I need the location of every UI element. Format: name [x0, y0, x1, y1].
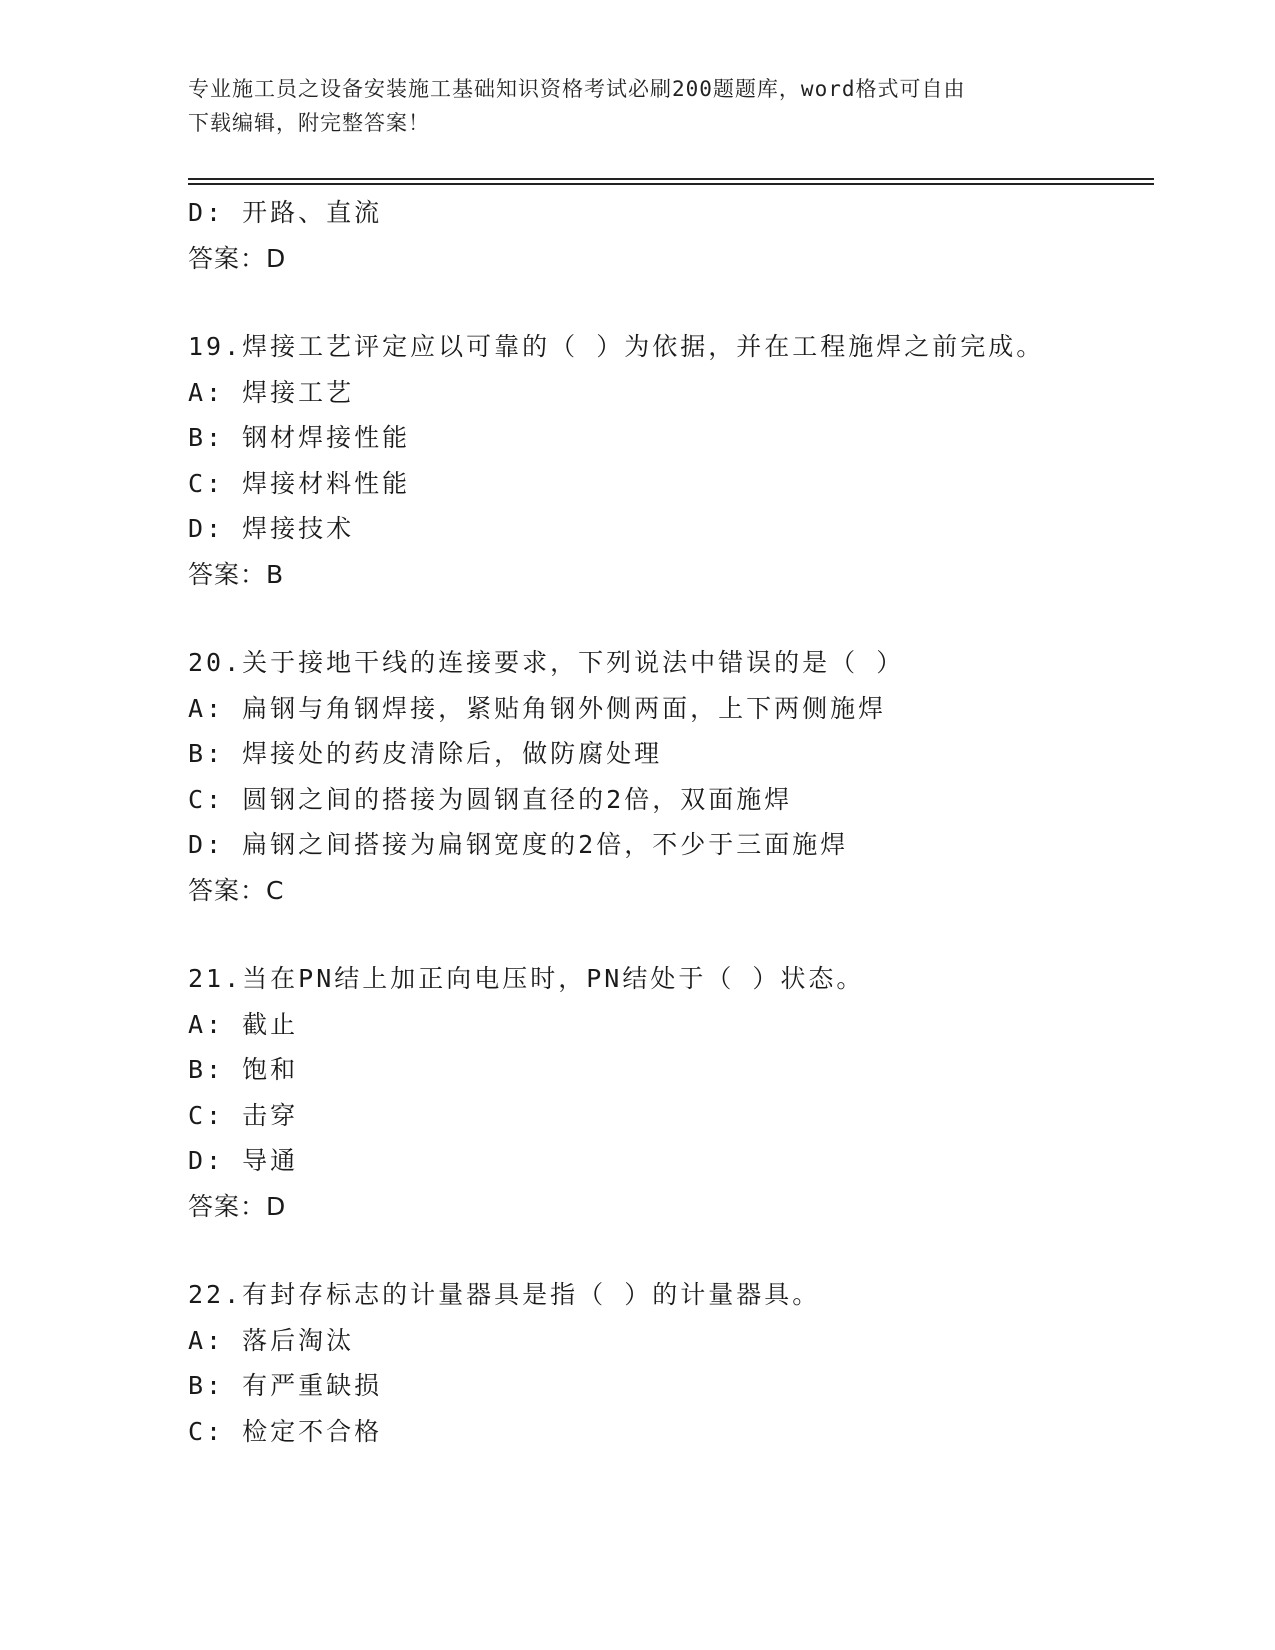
option-a: A: 焊接工艺 [188, 377, 355, 407]
answer-line: 答案：B [188, 559, 285, 589]
option-d: D: 扁钢之间搭接为扁钢宽度的2倍，不少于三面施焊 [188, 830, 849, 859]
option-d: D: 焊接技术 [188, 514, 355, 543]
option-c: C: 击穿 [188, 1100, 299, 1130]
option-d: D: 导通 [188, 1146, 299, 1175]
option-b: B: 有严重缺损 [188, 1371, 383, 1400]
answer-line: 答案：D [188, 1191, 287, 1221]
document-body [188, 190, 1154, 1454]
option-d: D: 开路、直流 [188, 198, 383, 227]
question-19 [188, 324, 1154, 597]
option-b: B: 焊接处的药皮清除后，做防腐处理 [188, 739, 663, 768]
document-header [188, 72, 1088, 140]
option-c: C: 圆钢之间的搭接为圆钢直径的2倍，双面施焊 [188, 784, 793, 814]
option-b: B: 饱和 [188, 1055, 299, 1084]
option-a: A: 截止 [188, 1009, 299, 1039]
header-divider-bottom [188, 183, 1154, 185]
question-20 [188, 640, 1154, 913]
option-a: A: 扁钢与角钢焊接，紧贴角钢外侧两面，上下两侧施焊 [188, 693, 887, 723]
header-divider-top [188, 178, 1154, 180]
option-c: C: 检定不合格 [188, 1416, 383, 1446]
question-22 [188, 1272, 1154, 1454]
question-stem: 19.焊接工艺评定应以可靠的（ ）为依据，并在工程施焊之前完成。 [188, 332, 1045, 361]
answer-line: 答案：D [188, 243, 287, 273]
question-stem: 20.关于接地干线的连接要求，下列说法中错误的是（ ） [188, 648, 905, 677]
option-c: C: 焊接材料性能 [188, 468, 411, 498]
option-b: B: 钢材焊接性能 [188, 423, 411, 452]
answer-line: 答案：C [188, 875, 285, 905]
header-line-2: 下载编辑，附完整答案！ [188, 111, 430, 135]
question-stem: 22.有封存标志的计量器具是指（ ）的计量器具。 [188, 1280, 821, 1309]
previous-question-tail [188, 190, 1154, 281]
header-line-1: 专业施工员之设备安装施工基础知识资格考试必刷200题题库，word格式可自由 [188, 77, 966, 101]
question-stem: 21.当在PN结上加正向电压时，PN结处于（ ）状态。 [188, 964, 865, 993]
question-21 [188, 956, 1154, 1229]
option-a: A: 落后淘汰 [188, 1325, 355, 1355]
